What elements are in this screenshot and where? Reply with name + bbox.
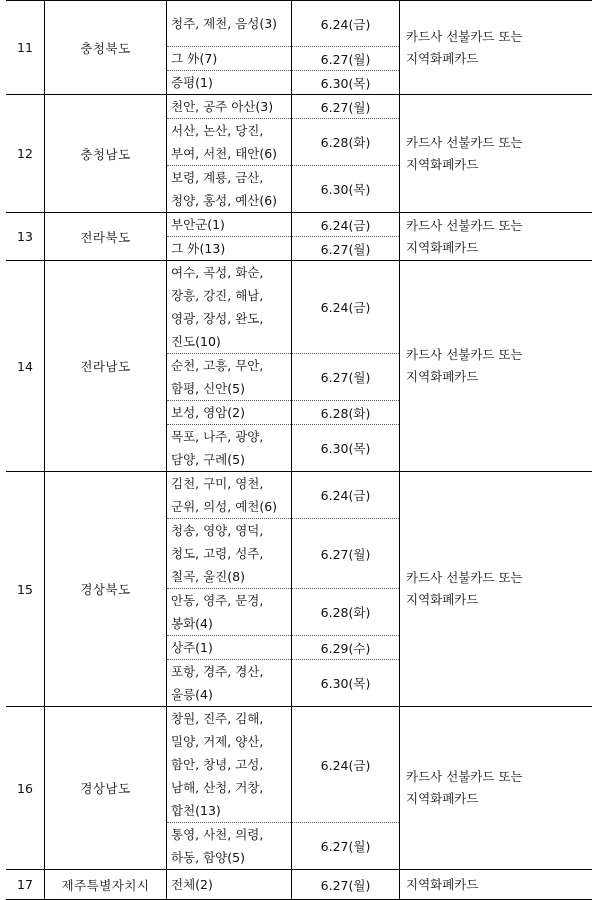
row-number: 13 <box>6 213 45 261</box>
payment-method <box>400 472 593 707</box>
payment-method-line: 지역화폐카드 <box>406 791 479 806</box>
area-list <box>167 1 292 47</box>
table-row <box>6 472 592 519</box>
area-line: 보령, 계룡, 금산, <box>171 170 264 185</box>
area-list <box>167 261 292 354</box>
area-line: 장흥, 강진, 해남, <box>171 288 264 303</box>
area-line: 증평(1) <box>171 75 213 90</box>
area-line: 울릉(4) <box>171 687 213 702</box>
area-list <box>167 354 292 401</box>
region-name: 전라북도 <box>45 213 167 261</box>
table-row <box>6 95 592 119</box>
payment-date: 6.27(월) <box>292 95 400 119</box>
area-list <box>167 47 292 71</box>
area-line: 부여, 서천, 태안(6) <box>171 146 278 161</box>
area-line: 창원, 진주, 김해, <box>171 711 264 726</box>
payment-date: 6.30(목) <box>292 425 400 472</box>
area-line: 그 外(7) <box>171 51 218 66</box>
payment-date: 6.24(금) <box>292 1 400 47</box>
area-line: 하동, 함양(5) <box>171 850 245 865</box>
table-row <box>6 707 592 823</box>
payment-method-line: 지역화폐카드 <box>406 369 479 384</box>
area-line: 영광, 장성, 완도, <box>171 311 264 326</box>
payment-date: 6.24(금) <box>292 213 400 237</box>
row-number: 15 <box>6 472 45 707</box>
area-list <box>167 213 292 237</box>
area-line: 청양, 홍성, 예산(6) <box>171 193 278 208</box>
region-name: 전라남도 <box>45 261 167 472</box>
area-line: 보성, 영암(2) <box>171 405 245 420</box>
area-list <box>167 237 292 261</box>
payment-date: 6.30(목) <box>292 71 400 95</box>
payment-method <box>400 870 593 900</box>
payment-method-line: 카드사 선불카드 또는 <box>406 769 523 784</box>
area-list <box>167 401 292 425</box>
schedule-table-body <box>6 1 592 900</box>
area-list <box>167 707 292 823</box>
payment-date: 6.27(월) <box>292 823 400 870</box>
area-list <box>167 589 292 636</box>
area-list <box>167 95 292 119</box>
payment-date: 6.30(목) <box>292 166 400 213</box>
payment-date: 6.27(월) <box>292 870 400 900</box>
payment-date: 6.28(화) <box>292 589 400 636</box>
area-list <box>167 472 292 519</box>
table-row <box>6 1 592 47</box>
payment-method-line: 지역화폐카드 <box>406 592 479 607</box>
table-row <box>6 213 592 237</box>
area-line: 청송, 영양, 영덕, <box>171 523 264 538</box>
table-row <box>6 261 592 354</box>
payment-date: 6.30(목) <box>292 660 400 707</box>
area-list <box>167 636 292 660</box>
area-list <box>167 71 292 95</box>
payment-date: 6.24(금) <box>292 472 400 519</box>
area-line: 봉화(4) <box>171 616 213 631</box>
payment-date: 6.27(월) <box>292 354 400 401</box>
payment-method <box>400 707 593 870</box>
area-line: 남해, 산청, 거창, <box>171 780 264 795</box>
area-line: 부안군(1) <box>171 217 225 232</box>
area-list <box>167 660 292 707</box>
area-line: 전체(2) <box>171 877 213 892</box>
area-line: 여수, 곡성, 화순, <box>171 265 264 280</box>
schedule-table <box>6 0 592 900</box>
payment-method-line: 카드사 선불카드 또는 <box>406 570 523 585</box>
area-line: 상주(1) <box>171 640 213 655</box>
area-line: 진도(10) <box>171 334 221 349</box>
payment-date: 6.28(화) <box>292 119 400 166</box>
region-name: 제주특별자치시 <box>45 870 167 900</box>
area-list <box>167 425 292 472</box>
payment-method-line: 지역화폐카드 <box>406 156 479 172</box>
area-line: 목포, 나주, 광양, <box>171 429 264 444</box>
row-number: 16 <box>6 707 45 870</box>
area-line: 밀양, 거제, 양산, <box>171 734 264 749</box>
region-name: 충청남도 <box>45 95 167 213</box>
area-list <box>167 519 292 589</box>
area-list <box>167 119 292 166</box>
area-line: 천안, 공주 아산(3) <box>171 99 274 114</box>
table-row <box>6 870 592 900</box>
payment-method-line: 카드사 선불카드 또는 <box>406 28 523 44</box>
payment-method-line: 지역화폐카드 <box>406 876 479 892</box>
payment-date: 6.29(수) <box>292 636 400 660</box>
payment-date: 6.27(월) <box>292 47 400 71</box>
payment-method <box>400 1 593 95</box>
area-line: 청주, 제천, 음성(3) <box>171 16 278 31</box>
row-number: 11 <box>6 1 45 95</box>
area-line: 김천, 구미, 영천, <box>171 476 264 491</box>
area-line: 순천, 고흥, 무안, <box>171 358 264 373</box>
area-line: 군위, 의성, 예천(6) <box>171 499 278 514</box>
area-line: 그 外(13) <box>171 241 226 256</box>
payment-method-line: 카드사 선불카드 또는 <box>406 134 523 150</box>
payment-method <box>400 213 593 261</box>
area-line: 청도, 고령, 성주, <box>171 546 264 561</box>
row-number: 12 <box>6 95 45 213</box>
payment-method <box>400 95 593 213</box>
payment-date: 6.24(금) <box>292 707 400 823</box>
payment-method <box>400 261 593 472</box>
area-line: 칠곡, 울진(8) <box>171 569 245 584</box>
row-number: 14 <box>6 261 45 472</box>
area-list <box>167 823 292 870</box>
area-list <box>167 166 292 213</box>
payment-method-line: 카드사 선불카드 또는 <box>406 347 523 362</box>
payment-date: 6.28(화) <box>292 401 400 425</box>
payment-method-line: 지역화폐카드 <box>406 239 479 255</box>
region-name: 경상북도 <box>45 472 167 707</box>
payment-method-line: 지역화폐카드 <box>406 50 479 66</box>
area-line: 안동, 영주, 문경, <box>171 593 264 608</box>
region-name: 충청북도 <box>45 1 167 95</box>
payment-date: 6.27(월) <box>292 519 400 589</box>
payment-date: 6.24(금) <box>292 261 400 354</box>
payment-date: 6.27(월) <box>292 237 400 261</box>
area-line: 합천(13) <box>171 803 221 818</box>
area-line: 함평, 신안(5) <box>171 381 245 396</box>
payment-method-line: 카드사 선불카드 또는 <box>406 217 523 233</box>
region-name: 경상남도 <box>45 707 167 870</box>
area-line: 통영, 사천, 의령, <box>171 827 264 842</box>
row-number: 17 <box>6 870 45 900</box>
area-line: 담양, 구례(5) <box>171 452 245 467</box>
area-list <box>167 870 292 900</box>
area-line: 함안, 창녕, 고성, <box>171 757 264 772</box>
area-line: 포항, 경주, 경산, <box>171 664 264 679</box>
area-line: 서산, 논산, 당진, <box>171 123 264 138</box>
